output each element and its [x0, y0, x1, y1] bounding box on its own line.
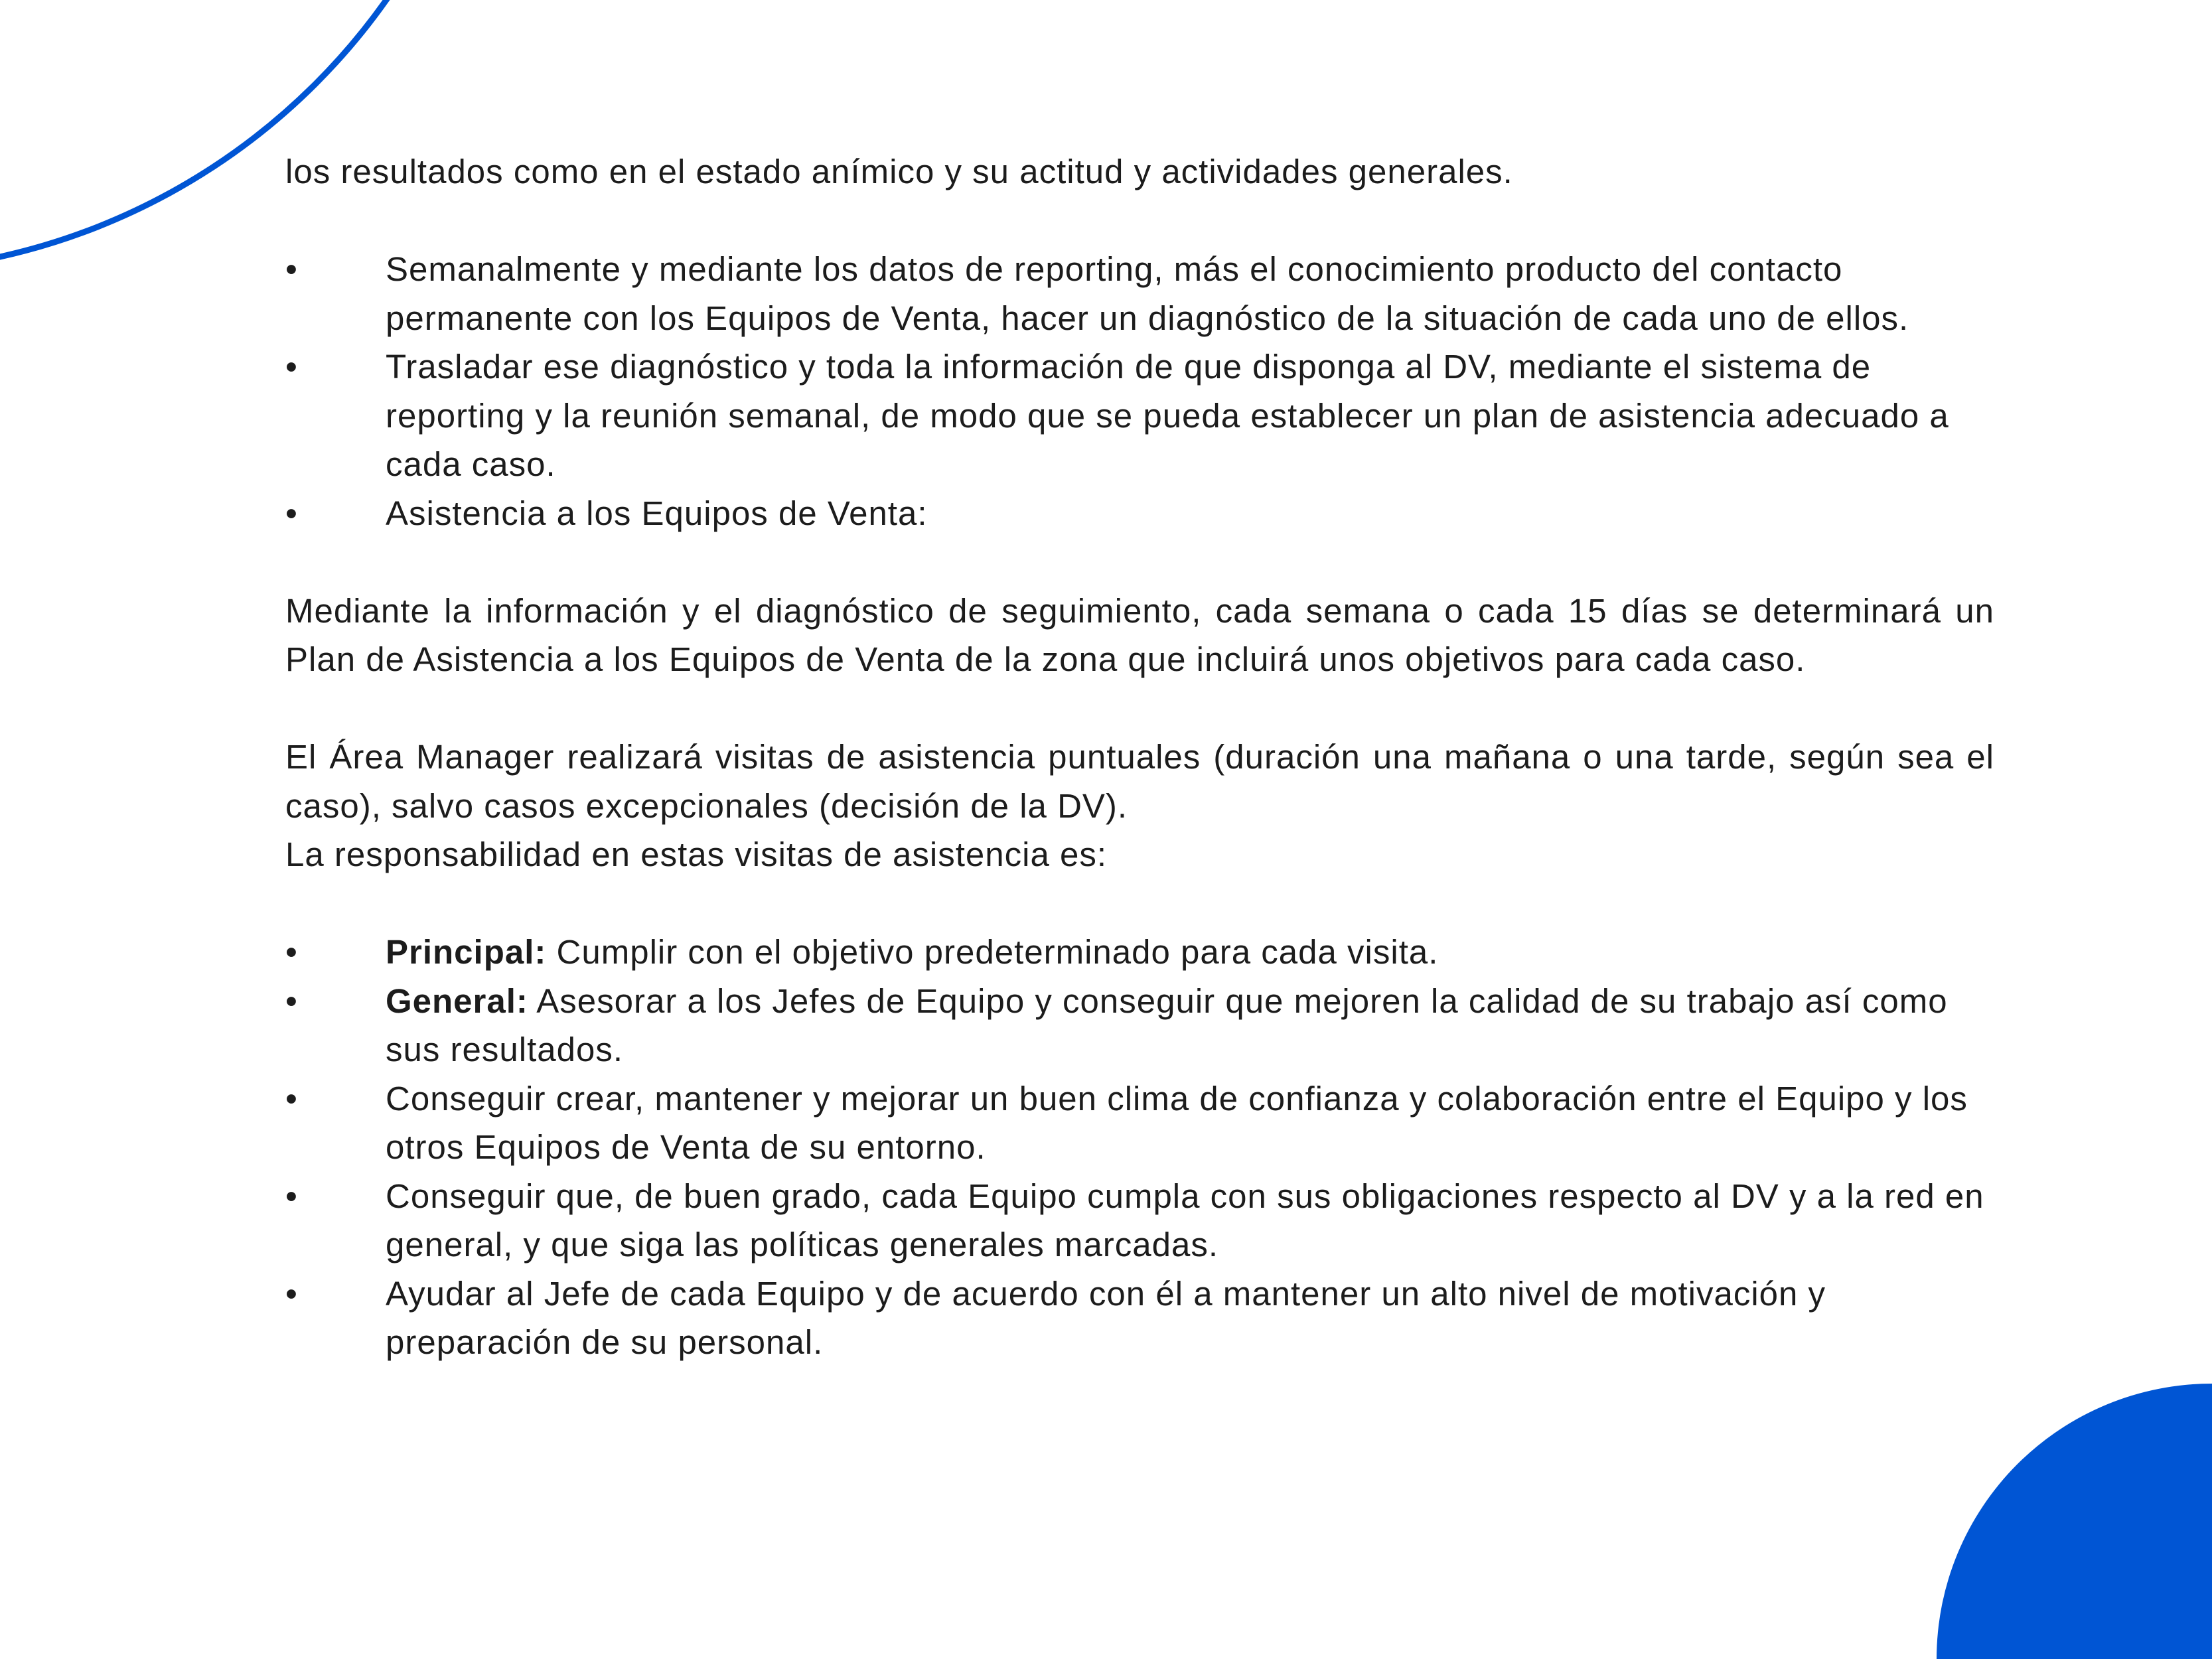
- bullet-icon: •: [285, 494, 298, 532]
- list-item-bold-label: Principal:: [386, 933, 547, 971]
- assistance-plan-paragraph: Mediante la información y el diagnóstico de seguimiento, cada semana o cada 15 días se determinará un Plan de Asistencia a los Equipos de Venta de la zona que incluirá unos objetivos para cada caso.: [285, 591, 1994, 678]
- responsibility-list: [285, 928, 1994, 1367]
- list-item: [285, 245, 1994, 342]
- list-item: [285, 342, 1994, 489]
- bottom-right-quarter-circle: [1937, 1384, 2212, 1659]
- list-item: [285, 1172, 1994, 1269]
- bullet-icon: •: [285, 1177, 298, 1215]
- list-item: [285, 1074, 1994, 1172]
- list-item-text: Semanalmente y mediante los datos de reporting, más el conocimiento producto del contacto permanente con los Equipos de Venta, hacer un diagnóstico de la situación de cada uno de ellos.: [386, 250, 1909, 337]
- document-body: [285, 147, 1994, 1367]
- list-item-text: Ayudar al Jefe de cada Equipo y de acuerdo con él a mantener un alto nivel de motivación y preparación de su personal.: [386, 1274, 1826, 1361]
- list-item-text: Asistencia a los Equipos de Venta:: [386, 494, 928, 532]
- list-item-text: [386, 982, 1948, 1069]
- intro-text: los resultados como en el estado anímico y su actitud y actividades generales.: [285, 153, 1513, 190]
- spacer: [285, 196, 1994, 246]
- list-item-body: Cumplir con el objetivo predeterminado para cada visita.: [546, 933, 1439, 971]
- bullet-icon: •: [285, 1274, 298, 1313]
- list-item-text: Conseguir que, de buen grado, cada Equipo cumpla con sus obligaciones respecto al DV y a la red en general, y que siga las políticas generales marcadas.: [386, 1177, 1984, 1263]
- bullet-icon: •: [285, 348, 298, 386]
- list-item: [285, 489, 1994, 538]
- area-manager-paragraph: El Área Manager realizará visitas de asistencia puntuales (duración una mañana o una tarde, según sea el caso), salvo casos excepcionales (decisión de la DV).: [285, 738, 1994, 825]
- spacer: [285, 879, 1994, 928]
- responsibility-intro: La responsabilidad en estas visitas de asistencia es:: [285, 835, 1108, 873]
- bullet-icon: •: [285, 1079, 298, 1118]
- spacer: [285, 684, 1994, 733]
- diagnosis-list: [285, 245, 1994, 538]
- list-item: [285, 928, 1994, 977]
- list-item: [285, 1269, 1994, 1367]
- bullet-icon: •: [285, 981, 298, 1020]
- list-item-body: Asesorar a los Jefes de Equipo y conseguir que mejoren la calidad de su trabajo así como sus resultados.: [386, 981, 1948, 1068]
- list-item-text: Trasladar ese diagnóstico y toda la información de que disponga al DV, mediante el sistema de reporting y la reunión semanal, de modo que se pueda establecer un plan de asistencia adecuado a cada caso.: [386, 348, 1949, 483]
- list-item: [285, 977, 1994, 1074]
- bullet-icon: •: [285, 250, 298, 288]
- list-item-bold-label: General:: [386, 981, 528, 1020]
- list-item-text: Conseguir crear, mantener y mejorar un buen clima de confianza y colaboración entre el Equipo y los otros Equipos de Venta de su entorno.: [386, 1079, 1968, 1166]
- spacer: [285, 538, 1994, 587]
- list-item-text: [386, 933, 1438, 971]
- bullet-icon: •: [285, 933, 298, 971]
